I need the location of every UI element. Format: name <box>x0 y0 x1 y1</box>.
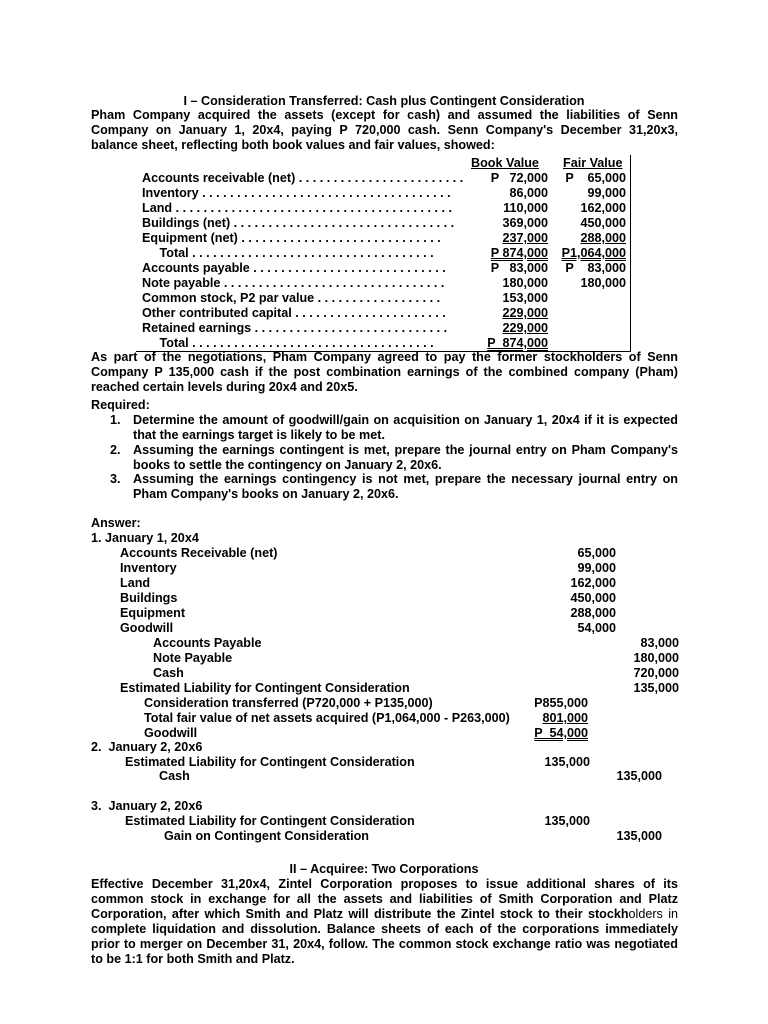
ans1-debit-amount: 99,000 <box>577 561 616 575</box>
bs-row-label: Other contributed capital . . . . . . . . . . . . . . . . . . . . . . <box>142 306 446 320</box>
ans2-heading: 2. January 2, 20x6 <box>91 740 203 754</box>
ans1-credit-amount: 720,000 <box>633 666 679 680</box>
computation-amount: P855,000 <box>534 696 588 710</box>
bs-row-label: Equipment (net) . . . . . . . . . . . . . . . . . . . . . . . . . . . . . <box>142 231 441 245</box>
bs-row-label: Land . . . . . . . . . . . . . . . . . . . . . . . . . . . . . . . . . . . . . . . . <box>142 201 452 215</box>
bs-row-book-value: 86,000 <box>509 186 548 200</box>
section2-para-normal: olders in <box>628 907 678 921</box>
ans2-debit-amount: 135,000 <box>544 755 590 769</box>
bs-row-fair-value: P1,064,000 <box>561 246 626 260</box>
ans1-debit-label: Buildings <box>120 591 178 605</box>
bs-row-label: Accounts receivable (net) . . . . . . . . . . . . . . . . . . . . . . . . <box>142 171 464 185</box>
bs-row-book-value: 180,000 <box>502 276 548 290</box>
bs-row-book-value: 369,000 <box>502 216 548 230</box>
bs-row-book-value: P 83,000 <box>490 261 548 275</box>
col-header-fair: Fair Value <box>563 156 623 170</box>
ans1-credit-label: Estimated Liability for Contingent Consideration <box>120 681 410 695</box>
computation-amount: 801,000 <box>542 711 588 725</box>
bs-row-label: Buildings (net) . . . . . . . . . . . . . . . . . . . . . . . . . . . . . . . . <box>142 216 455 230</box>
bs-row-label: Accounts payable . . . . . . . . . . . . . . . . . . . . . . . . . . . . <box>142 261 446 275</box>
ans1-credit-amount: 83,000 <box>640 636 679 650</box>
ans3-debit-amount: 135,000 <box>544 814 590 828</box>
required-item-text: Determine the amount of goodwill/gain on acquisition on January 1, 20x4 if it is expected that the earnings target is likely to be met. <box>133 413 678 442</box>
bs-row-label: Retained earnings . . . . . . . . . . . . . . . . . . . . . . . . . . . . <box>142 321 448 335</box>
ans1-debit-amount: 162,000 <box>570 576 616 590</box>
required-item-text: Assuming the earnings contingency is not met, prepare the necessary journal entry on Pham Company's books on January 2, 20x6. <box>133 472 678 501</box>
ans2-credit-amount: 135,000 <box>616 769 662 783</box>
answer-label: Answer: <box>91 516 141 530</box>
bs-row-book-value: 110,000 <box>503 201 548 215</box>
required-item-number: 1. <box>110 413 121 427</box>
ans1-debit-amount: 65,000 <box>577 546 616 560</box>
section2-title: II – Acquiree: Two Corporations <box>289 862 479 876</box>
ans3-credit-label: Gain on Contingent Consideration <box>164 829 369 843</box>
ans1-debit-label: Inventory <box>120 561 177 575</box>
ans1-debit-label: Equipment <box>120 606 186 620</box>
bs-row-book-value: P 874,000 <box>487 336 548 350</box>
computation-amount: P 54,000 <box>534 726 588 740</box>
ans1-debit-amount: 54,000 <box>577 621 616 635</box>
bs-row-label: Inventory . . . . . . . . . . . . . . . . . . . . . . . . . . . . . . . . . . . . <box>142 186 451 200</box>
ans1-credit-amount: 135,000 <box>633 681 679 695</box>
bs-row-fair-value: 450,000 <box>580 216 626 230</box>
required-item-number: 2. <box>110 443 121 457</box>
bs-row-label: Note payable . . . . . . . . . . . . . . . . . . . . . . . . . . . . . . . . <box>142 276 445 290</box>
section2-paragraph <box>91 877 678 967</box>
bs-row-book-value: P 72,000 <box>490 171 548 185</box>
bs-row-book-value: 229,000 <box>502 306 548 320</box>
section2-para-bold: Effective December 31,20x4, Zintel Corporation proposes to issue additional shares of its common stock in exchange for all the assets and liabilities of Smith Corporation and Platz Corporation, after which Smith and Platz will distribute the Zintel stock to their stockh <box>91 877 678 921</box>
computation-label: Consideration transferred (P720,000 + P135,000) <box>144 696 433 710</box>
ans1-heading: 1. January 1, 20x4 <box>91 531 199 545</box>
bs-row-book-value: 237,000 <box>502 231 548 245</box>
computation-label: Total fair value of net assets acquired (P1,064,000 - P263,000) <box>144 711 510 725</box>
bs-row-label: Common stock, P2 par value . . . . . . . . . . . . . . . . . . <box>142 291 441 305</box>
section2-para-rest: complete liquidation and dissolution. Balance sheets of each of the corporations immediately prior to merger on December 31, 20x4, follow. The common stock exchange ratio was negotiated to be 1:1 for both Smith and Platz. <box>91 922 678 966</box>
ans1-debit-label: Land <box>120 576 151 590</box>
bs-row-fair-value: 162,000 <box>580 201 626 215</box>
bs-row-fair-value: 288,000 <box>580 231 626 245</box>
negotiation-paragraph: As part of the negotiations, Pham Company agreed to pay the former stockholders of Senn Company P 135,000 cash if the post combination earnings of the combined company (Pham) reached certain levels during 20x4 and 20x5. <box>91 350 678 394</box>
ans1-credit-amount: 180,000 <box>633 651 679 665</box>
bs-row-book-value: 153,000 <box>502 291 548 305</box>
ans1-credit-label: Cash <box>153 666 184 680</box>
bs-row-fair-value: 99,000 <box>587 186 626 200</box>
section1-title: I – Consideration Transferred: Cash plus Contingent Consideration <box>183 94 585 108</box>
ans1-debit-label: Accounts Receivable (net) <box>120 546 278 560</box>
bs-row-fair-value: 180,000 <box>580 276 626 290</box>
ans1-debit-amount: 450,000 <box>570 591 616 605</box>
bs-row-label: Total . . . . . . . . . . . . . . . . . . . . . . . . . . . . . . . . . . . <box>142 336 434 350</box>
bs-row-fair-value: P 83,000 <box>565 261 626 275</box>
required-label: Required: <box>91 398 150 412</box>
ans3-credit-amount: 135,000 <box>616 829 662 843</box>
bs-row-fair-value: P 65,000 <box>565 171 626 185</box>
required-item-number: 3. <box>110 472 121 486</box>
ans3-heading: 3. January 2, 20x6 <box>91 799 203 813</box>
bs-row-book-value: 229,000 <box>502 321 548 335</box>
col-header-book: Book Value <box>471 156 539 170</box>
intro-paragraph: Pham Company acquired the assets (except for cash) and assumed the liabilities of Senn Company on January 1, 20x4, paying P 720,000 cash. Senn Company's December 31,20x3, balance sheet, reflecting both book values and fair values, showed: <box>91 108 678 152</box>
bs-row-label: Total . . . . . . . . . . . . . . . . . . . . . . . . . . . . . . . . . . . <box>142 246 434 260</box>
bs-row-book-value: P 874,000 <box>490 246 548 260</box>
ans3-debit-label: Estimated Liability for Contingent Consideration <box>125 814 415 828</box>
computation-label: Goodwill <box>144 726 198 740</box>
ans1-credit-label: Accounts Payable <box>153 636 262 650</box>
ans1-credit-label: Note Payable <box>153 651 233 665</box>
ans2-debit-label: Estimated Liability for Contingent Consideration <box>125 755 415 769</box>
ans1-debit-label: Goodwill <box>120 621 174 635</box>
ans1-debit-amount: 288,000 <box>570 606 616 620</box>
ans2-credit-label: Cash <box>159 769 190 783</box>
required-item-text: Assuming the earnings contingent is met, prepare the journal entry on Pham Company's books to settle the contingency on January 2, 20x6. <box>133 443 678 472</box>
